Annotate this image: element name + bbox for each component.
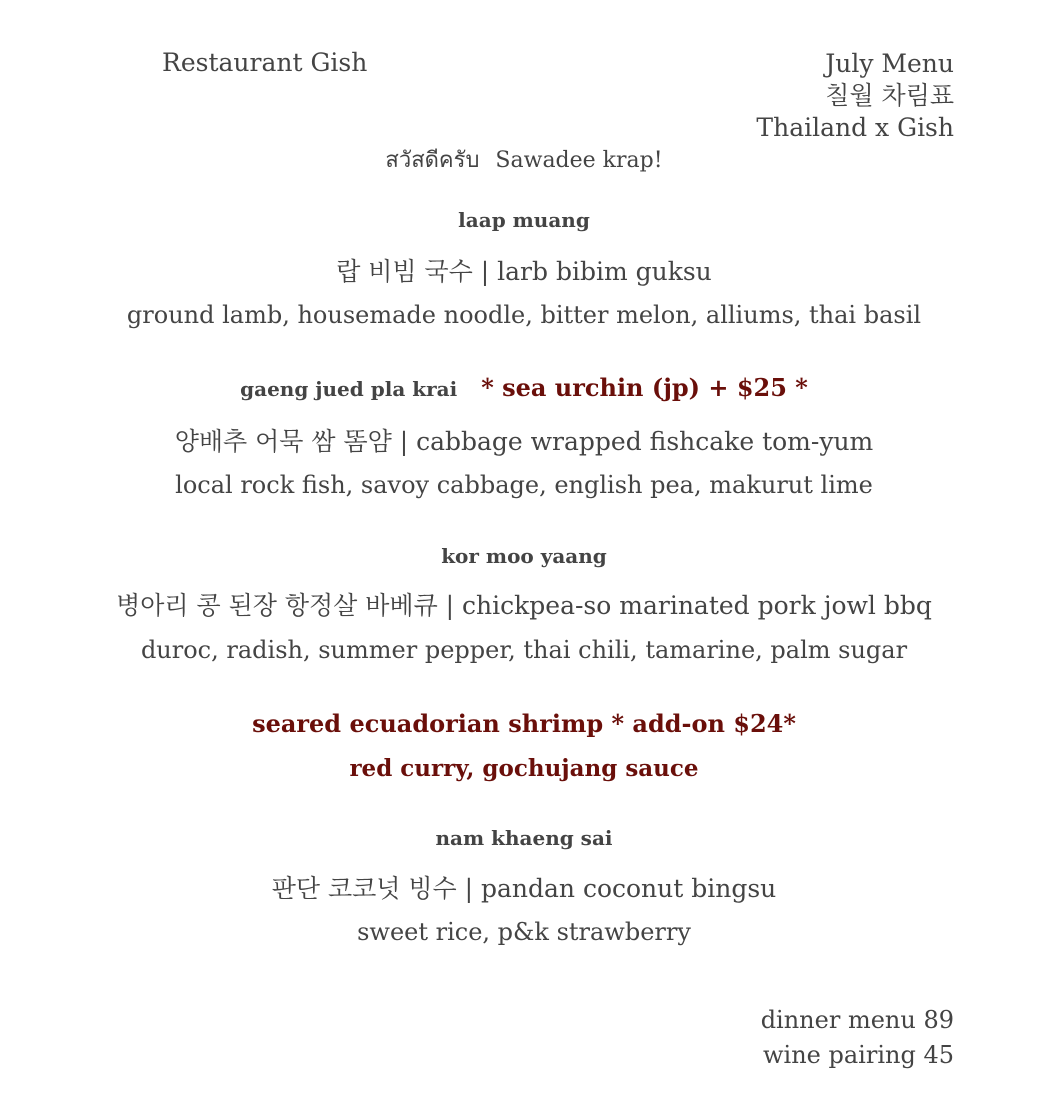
- addon-title: seared ecuadorian shrimp * add-on $24*: [252, 709, 796, 738]
- menu-title-korean: 칠월 차림표: [825, 81, 954, 110]
- course-2-header: [0, 373, 1048, 402]
- addon-description: red curry, gochujang sauce: [349, 755, 699, 782]
- course-1-title: 랍 비빔 국수 | larb bibim guksu: [336, 257, 712, 286]
- greeting-english: Sawadee krap!: [495, 148, 663, 173]
- dinner-price: dinner menu 89: [760, 1006, 954, 1034]
- course-1-name: laap muang: [458, 208, 590, 232]
- collab-title: Thailand x Gish: [756, 113, 954, 142]
- course-2-supplement: * sea urchin (jp) + $25 *: [481, 373, 808, 402]
- course-1-description: ground lamb, housemade noodle, bitter melon, alliums, thai basil: [126, 301, 922, 329]
- menu-header: [756, 48, 954, 144]
- course-4-name: nam khaeng sai: [435, 826, 613, 850]
- course-4-title: 판단 코코넛 빙수 | pandan coconut bingsu: [271, 874, 777, 903]
- restaurant-name: Restaurant Gish: [162, 48, 368, 77]
- course-2-description: local rock fish, savoy cabbage, english pea, makurut lime: [175, 471, 873, 499]
- greeting-thai: สวัสดีครับ: [385, 148, 480, 173]
- course-2-title: 양배추 어묵 쌈 똠얌 | cabbage wrapped fishcake tom-yum: [174, 427, 874, 456]
- greeting: [0, 142, 1048, 177]
- course-3-name: kor moo yaang: [441, 544, 607, 568]
- wine-pairing-price: wine pairing 45: [763, 1041, 954, 1069]
- course-3-title: 병아리 콩 된장 항정살 바베큐 | chickpea-so marinated pork jowl bbq: [116, 591, 932, 620]
- course-3-description: duroc, radish, summer pepper, thai chili, tamarine, palm sugar: [140, 636, 908, 664]
- menu-title: July Menu: [825, 49, 954, 78]
- course-4-description: sweet rice, p&k strawberry: [357, 918, 691, 946]
- course-2-name: gaeng jued pla krai: [240, 377, 458, 401]
